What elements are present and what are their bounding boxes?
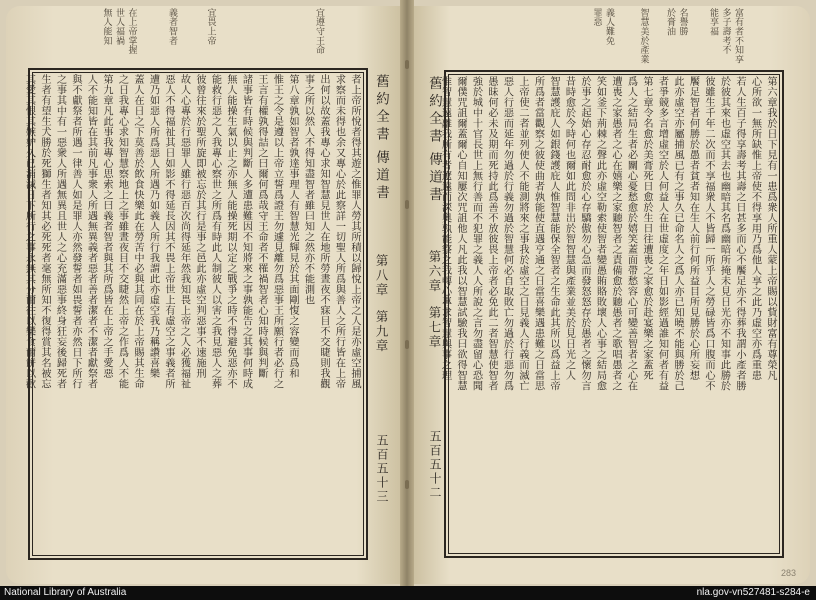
text-column: 無人能操生氣以止之亦無人能操死期以定之戰爭之時不得避免惡亦不 — [225, 74, 236, 389]
text-column: 於事之起始心存忍耐愈於心存驕傲勿心急而發怒怒存於愚者之懷勿言 — [579, 76, 590, 391]
binding-stitch — [405, 200, 409, 209]
text-column: 於彼其來也虛空其去也幽暗其名爲幽暗所掩未見日光亦不知事此勝於 — [718, 76, 730, 391]
text-column: 第九章凡此事我專心思索之曰義者智者與其所爲皆在上帝之手愛惡 — [101, 74, 112, 379]
text-column: 心所欲一無所缺惟上帝使不得享用乃爲他人享之此乃虛空亦爲重患 — [749, 76, 761, 381]
margin-note: 多子壽考不 — [720, 8, 731, 55]
margin-note: 罪惡 — [591, 8, 602, 27]
left-page-number: 五百五十三 — [375, 434, 389, 504]
right-margin-notes — [590, 8, 744, 66]
right-book-title: 舊約全書 — [426, 76, 442, 146]
text-column: 上帝使二者並列使人不能測將來之事我於虛空之日見義人行義而滅亡 — [517, 76, 528, 391]
text-column: 第七章令名愈於美膏死日愈於生日往遭喪之家愈於赴宴樂之家蓋死 — [641, 76, 652, 381]
margin-note: 宜畏上帝 — [205, 8, 216, 46]
text-column: 饜足智者何勝於愚者貧者知在生人前行何所益目所見勝於心所妄想 — [687, 76, 699, 381]
binding-stitch — [405, 480, 409, 489]
text-column: 此亦虛空亦屬捕風已有之事久已命名人之爲人亦已知曉不能與勝於己 — [672, 76, 683, 391]
margin-note: 無人能知 — [101, 8, 112, 46]
margin-note: 世人福禍 — [114, 8, 124, 46]
margin-note: 富有者不知享 — [733, 8, 743, 64]
text-column: 故人心專於行惡罪人雖行惡百次尚得延年然我知畏上帝之人必獲福祉 — [178, 74, 190, 389]
binding-stitch — [405, 60, 409, 69]
text-column: 能救行惡之人我專心察世之所爲有時此人制彼人以害之我見惡人之葬 — [209, 74, 221, 389]
left-chapter-label: 第九章 — [374, 310, 389, 354]
left-text-columns — [21, 74, 362, 550]
text-column: 若人生百子得享壽考其壽之日甚多而心不饜足亦不得葬我謂小產者勝 — [734, 76, 745, 391]
right-text-columns — [437, 76, 778, 552]
right-chapter-label: 第六章 — [427, 250, 442, 294]
left-book-title: 舊約全書 — [373, 74, 389, 144]
text-column: 之事其中有一惡衆人所遇無異且世人之心充滿惡事終身狂妄後歸死者 — [54, 74, 66, 389]
margin-note: 能享福 — [708, 8, 718, 36]
right-text-frame — [439, 70, 784, 558]
right-page-number: 五百五十二 — [428, 430, 442, 500]
right-section-title: 傳道書 — [426, 152, 442, 205]
text-column: 遭喪之家愚者之心在嬉樂之家聽智者之責備愈於聽愚者之歌唱愚者之 — [610, 76, 621, 391]
text-column: 事之所以然人不得知盡智者雖曰知之然亦不能測也 — [302, 74, 314, 305]
text-column: 王言有權孰得詰之曰爾何爲哉守王命者不罹禍智者心知時候與判斷 — [256, 74, 267, 379]
book-gutter — [400, 0, 414, 586]
text-column: 惡人行惡而延年勿過於行義勿過於智慧何必自取敗亡勿過於行惡勿爲 — [501, 76, 513, 391]
text-column: 之日我專心求知智慧察地上之事雖晝夜目不交睫然上帝之作爲人不能 — [116, 74, 128, 389]
margin-note: 在上帝掌握 — [126, 8, 137, 55]
text-column: 蓋人在日之下莫善於飲食快樂此在勞苦中必與其同在於上帝賜其生命 — [132, 74, 143, 389]
text-column: 智慧護庇人如銀錢護庇人惟智慧能保全智者之生命此其所以爲益上帝 — [548, 76, 559, 391]
text-column: 第八章孰如智者孰達事理人有智慧光輝見於其面剛愎之容變而爲和 — [287, 74, 298, 379]
text-column: 惟王之令是遵以上帝立誓爲證王勿遽見離勿爲惡事王所願行者必行之 — [271, 74, 283, 389]
left-chapter-label: 第八章 — [374, 254, 389, 298]
left-section-title: 傳道書 — [373, 150, 389, 203]
text-column: 所爲者當觀察之彼使曲者孰能使直遇亨通之日當喜樂遇患難之日當思 — [532, 76, 544, 391]
text-column: 諸事皆有時候與判斷人多遭患難因不知將來之事孰能告之其事何時成 — [240, 74, 252, 389]
footer-bar — [0, 586, 816, 600]
text-column: 者爭競多言增虛空於人何益人在世虛度之年日如影經過誰知何者有益 — [656, 76, 668, 391]
margin-note: 義者智者 — [167, 8, 177, 46]
text-column: 強於城中十官長世上無行善而不犯罪之義人人所說之言勿盡留心恐聞 — [470, 76, 482, 391]
right-chapter-label: 第七章 — [427, 306, 442, 350]
left-text-frame — [23, 68, 368, 560]
text-column: 出何以故蓋我專心求知智慧見世人在地所勞晝夜不寐目不交睫則我觀 — [318, 74, 329, 389]
text-column: 遭乃如惡人所爲惡人所遇乃如義人所行我謂此亦虛空我乃稱讚喜樂 — [147, 74, 159, 379]
library-credit: National Library of Australia — [4, 587, 127, 598]
margin-note: 名譽勝 — [677, 8, 688, 36]
text-column: 惟智慧遠離我所有者遼遠而深奧孰能察之我轉心專求智慧與事之理 — [439, 76, 451, 381]
text-column: 笑如釜下荊棘之聲此亦虛空勒索使智者變愚賄賂敗壞人心事之結局愈 — [594, 76, 606, 391]
text-column: 彼曾往來於聖所旋即被忘於其行是事之邑此亦虛空判惡事不速施刑 — [194, 74, 205, 379]
text-column: 彼雖生千年二次而不享福衆人不皆歸一所乎人之勞碌皆爲口腹而心不 — [703, 76, 714, 391]
text-column: 者上帝所悅者得其遊之惟罪人勞其所積以歸悅上帝之人是亦虛空捕風 — [349, 74, 360, 389]
text-column: 爲人之結局生者必關心憂愁愈於嬉笑蓋面帶愁容心可變善智者之心在 — [625, 76, 637, 391]
margin-note: 於膏油 — [665, 8, 675, 36]
item-identifier: nla.gov-vn527481-s284-e — [696, 587, 810, 598]
margin-note: 義人難免 — [604, 8, 614, 46]
margin-note: 智慧美於產業 — [638, 8, 649, 64]
pencil-page-mark: 283 — [780, 568, 796, 578]
text-column: 與不獻祭者所遇一律善人如是罪人亦然發誓者如畏誓者亦然日下所行 — [70, 74, 81, 389]
text-column: 昔時愈於今時何也爾如此問非出於智智慧與產業並美於見日光之人 — [563, 76, 575, 381]
left-margin-notes — [100, 8, 325, 66]
text-column: 人不能知皆在其前凡事衆人所遇無異義者惡者善者潔者不潔者獻祭者 — [85, 74, 97, 389]
margin-note: 宜遵守王命 — [314, 8, 324, 55]
binding-stitch — [405, 340, 409, 349]
text-column: 愚昧何必未及期而死持此爲善不放彼畏上帝者必免此二者智慧使智者 — [486, 76, 497, 391]
text-column: 爾僕咒詛爾蓋爾心自知屢次咒詛他人凡此我以智慧試驗我曰欲得智慧 — [455, 76, 466, 391]
text-column: 生者有望生犬勝於死獅生者知其必死死者毫無所知不復得賞其名被忘 — [39, 74, 50, 389]
text-column: 第六章我於日下見有一患爲衆人所重人蒙上帝賜以貲財富有尊榮凡 — [765, 76, 776, 381]
text-column: 求察而未得也余又專心於此察詳一切聖人所爲與善人之所行皆在上帝 — [333, 74, 345, 389]
text-column: 其愛其恨其嫉妒久已消滅日下所行之事永無其分爾往以樂食爾餅以歡 — [23, 74, 35, 389]
text-column: 惡人不得福祉其日如影不得延長因其不畏上帝世上有虛空之事義者所 — [163, 74, 174, 389]
